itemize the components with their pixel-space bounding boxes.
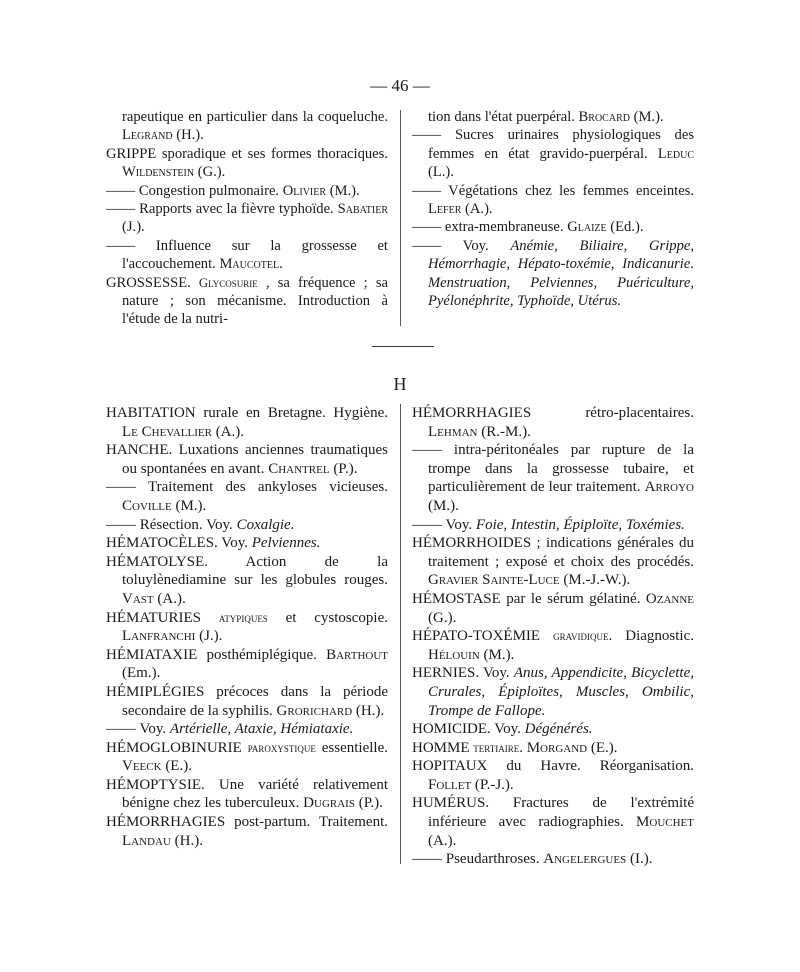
- entry-text: (M.-J.-W.).: [559, 572, 631, 589]
- entry-text: (J.).: [122, 219, 145, 236]
- author-name: Leduc: [657, 145, 694, 162]
- index-entry: [106, 274, 389, 329]
- author-name: Grorichard: [276, 702, 353, 719]
- entry-text: HABITATION rurale en Bretagne. Hygiène.: [106, 405, 388, 421]
- index-entry: [412, 237, 694, 311]
- index-entry: [106, 404, 388, 441]
- author-name: Follet: [428, 776, 472, 793]
- author-name: Olivier: [282, 182, 327, 199]
- entry-text: (A.).: [461, 201, 493, 218]
- author-name: Mouchet: [636, 814, 694, 831]
- entry-text: HÉMIATAXIE posthémiplégique.: [106, 646, 327, 663]
- entry-text: , sa fréquence ; sa nature ; son mécanisme. Introduction à l'étude de la nutri-: [122, 274, 389, 328]
- entry-text: —— extra-membraneuse.: [412, 219, 568, 236]
- index-entry: [412, 590, 694, 627]
- entry-text: tertiaire: [473, 739, 520, 755]
- index-entry: [412, 218, 694, 236]
- entry-text: (H.).: [170, 832, 203, 849]
- entry-text: HANCHE. Luxations anciennes traumatiques ou spontanées en avant.: [106, 442, 388, 477]
- index-entry: [412, 182, 694, 219]
- author-name: Lanfranchi: [122, 628, 196, 645]
- index-entry: [412, 739, 694, 758]
- entry-text: (R.-M.).: [477, 423, 531, 440]
- entry-text: —— Sucres urinaires physiologiques des femmes en état gravido-puerpéral.: [412, 127, 694, 162]
- index-entry: [106, 145, 388, 182]
- index-entry: [106, 478, 388, 515]
- entry-text: .: [519, 739, 527, 756]
- entry-text: (L.).: [428, 164, 454, 181]
- section-rule: [372, 346, 434, 347]
- index-entry: [106, 553, 388, 609]
- entry-text: (M.).: [171, 497, 207, 514]
- cross-reference: Dégénérés.: [524, 721, 593, 738]
- entry-text: HÉPATO-TOXÉMIE: [412, 628, 554, 645]
- entry-text: —— Voy.: [106, 721, 170, 738]
- entry-text: GROSSESSE.: [106, 274, 199, 291]
- top-left-column: [106, 108, 388, 329]
- entry-text: HÉMIPLÉGIES précoces dans la période secondaire de la syphilis.: [106, 683, 388, 719]
- entry-text: HÉMOPTYSIE. Une variété relativement bénigne chez les tuberculeux.: [106, 776, 388, 812]
- index-entry: [106, 182, 388, 200]
- entry-text: —— Influence sur la grossesse et l'accouchement.: [106, 237, 388, 273]
- entry-text: (I.).: [626, 851, 653, 868]
- index-entry: [106, 813, 388, 850]
- entry-text: —— Voy.: [412, 516, 476, 533]
- author-name: Hélouin: [428, 646, 480, 663]
- entry-text: HÉMATOLYSE. Action de la toluylènediamine sur les globules rouges.: [106, 553, 388, 589]
- author-name: Barthout: [326, 646, 388, 663]
- index-entry: [412, 627, 694, 664]
- author-name: Coville: [122, 497, 172, 514]
- index-entry: [106, 776, 388, 813]
- cross-reference: Pelviennes.: [251, 535, 321, 552]
- entry-text: —— Traitement des ankyloses vicieuses.: [106, 479, 388, 496]
- entry-text: (G.).: [428, 609, 457, 626]
- author-name: Glaize: [567, 219, 607, 236]
- entry-text: HÉMOSTASE par le sérum gélatiné.: [412, 590, 646, 607]
- index-entry: [106, 739, 388, 776]
- entry-text: (M.).: [326, 182, 360, 199]
- page-number: — 46 —: [370, 76, 430, 95]
- author-name: Lefer: [428, 201, 462, 218]
- entry-text: —— intra-péritonéales par rupture de la trompe dans la grossesse tubaire, et particulièrement de leur traitement.: [412, 442, 694, 496]
- index-entry: [122, 108, 388, 145]
- entry-text: (H.).: [352, 702, 385, 719]
- index-entry: [412, 441, 694, 515]
- bottom-left-column: [106, 404, 388, 850]
- index-entry: [412, 850, 694, 869]
- author-name: Chantrel: [268, 460, 330, 477]
- index-entry: [428, 108, 694, 126]
- entry-text: HÉMATOCÈLES. Voy.: [106, 535, 252, 552]
- entry-text: (E.).: [587, 739, 618, 756]
- entry-text: Glycosurie: [198, 275, 258, 290]
- entry-text: (A.).: [153, 590, 186, 607]
- entry-text: gravidique: [553, 628, 609, 644]
- entry-text: (Em.).: [122, 665, 161, 682]
- author-name: Brocard: [578, 109, 630, 125]
- entry-text: (A.).: [428, 832, 457, 849]
- author-name: Arroyo: [644, 479, 694, 496]
- entry-text: HOMME: [412, 739, 474, 756]
- entry-text: (A.).: [211, 423, 245, 440]
- column-divider-top: [400, 110, 401, 326]
- entry-text: (M.).: [428, 497, 459, 514]
- entry-text: (P.-J.).: [471, 776, 514, 793]
- author-name: Morgand: [526, 739, 588, 756]
- bottom-right-column: [412, 404, 694, 869]
- top-right-column: [412, 108, 694, 310]
- entry-text: (G.).: [194, 164, 226, 181]
- section-letter: H: [393, 374, 407, 394]
- entry-text: HOMICIDE. Voy.: [412, 721, 525, 738]
- entry-text: (P.).: [329, 460, 358, 477]
- entry-text: rapeutique en particulier dans la coqueluche.: [122, 109, 388, 125]
- entry-text: GRIPPE sporadique et ses formes thoraciques.: [106, 145, 388, 162]
- entry-text: HÉMATURIES: [106, 609, 219, 626]
- entry-text: —— Résection. Voy.: [106, 516, 237, 533]
- entry-text: HÉMOGLOBINURIE: [106, 739, 248, 756]
- entry-text: .: [279, 256, 283, 273]
- author-name: Landau: [122, 832, 171, 849]
- entry-text: tion dans l'état puerpéral.: [428, 109, 579, 125]
- entry-text: essentielle.: [315, 739, 388, 756]
- index-entry: [412, 794, 694, 850]
- entry-text: —— Voy.: [412, 237, 511, 254]
- entry-text: HOPITAUX du Havre. Réorganisation.: [412, 758, 694, 775]
- entry-text: . Diagnostic.: [608, 628, 694, 645]
- entry-text: (J.).: [195, 628, 223, 645]
- index-entry: [106, 646, 388, 683]
- author-name: Le Chevallier: [122, 423, 212, 440]
- entry-text: (M.).: [629, 109, 664, 125]
- index-entry: [412, 720, 694, 739]
- entry-text: (P.).: [354, 795, 383, 812]
- entry-text: —— Congestion pulmonaire.: [106, 182, 283, 199]
- cross-reference: Coxalgie.: [236, 516, 295, 533]
- author-name: Maucotel: [219, 256, 280, 273]
- entry-text: HÉMORRHAGIES post-partum. Traitement.: [106, 814, 388, 831]
- cross-reference: Anus, Appendicite, Bicyclette, Crurales, Épiploïtes, Muscles, Ombilic, Trompe de Fallope.: [428, 665, 694, 719]
- index-entry: [106, 720, 388, 739]
- entry-text: —— Végétations chez les femmes enceintes.: [412, 182, 694, 199]
- index-entry: [106, 237, 388, 274]
- index-entry: [106, 609, 388, 646]
- cross-reference: Artérielle, Ataxie, Hémiataxie.: [169, 721, 354, 738]
- author-name: Gravier Sainte-Luce: [428, 572, 560, 589]
- author-name: Legrand: [122, 127, 173, 144]
- entry-text: (H.).: [172, 127, 204, 144]
- cross-reference: Anémie, Biliaire, Grippe, Hémorrhagie, Hépato-toxémie, Indicanurie. Menstruation, Pelviennes, Puériculture, Pyélonéphrite, Typhoïde, Utérus.: [428, 237, 694, 310]
- author-name: Dugrais: [303, 795, 355, 812]
- author-name: Vast: [122, 590, 154, 607]
- cross-reference: Foie, Intestin, Épiploïte, Toxémies.: [475, 516, 685, 533]
- index-entry: [106, 534, 388, 553]
- entry-text: (Ed.).: [606, 219, 644, 236]
- entry-text: HÉMORRHAGIES rétro-placentaires.: [412, 405, 694, 421]
- author-name: Wildenstein: [122, 164, 195, 181]
- entry-text: (M.).: [479, 646, 515, 663]
- entry-text: —— Rapports avec la fièvre typhoïde.: [106, 201, 338, 218]
- author-name: Sabatier: [337, 201, 388, 218]
- entry-text: et cystoscopie.: [267, 609, 388, 626]
- author-name: Ozanne: [645, 590, 694, 607]
- index-entry: [412, 534, 694, 590]
- author-name: Lehman: [428, 423, 478, 440]
- index-entry: [412, 126, 694, 181]
- index-entry: [106, 516, 388, 535]
- index-entry: [106, 200, 388, 237]
- index-entry: [412, 664, 694, 720]
- entry-text: (E.).: [161, 758, 192, 775]
- author-name: Veeck: [122, 758, 162, 775]
- index-entry: [412, 516, 694, 535]
- entry-text: HÉMORRHOIDES ; indications générales du traitement ; exposé et choix des procédés.: [412, 535, 694, 570]
- index-entry: [106, 441, 388, 478]
- entry-text: HERNIES. Voy.: [412, 665, 514, 682]
- entry-text: —— Pseudarthroses.: [412, 851, 544, 868]
- entry-text: paroxystique: [247, 739, 316, 755]
- author-name: Angelergues: [543, 851, 627, 868]
- index-entry: [106, 683, 388, 720]
- column-divider-bottom: [400, 404, 401, 864]
- entry-text: HUMÉRUS. Fractures de l'extrémité inférieure avec radiographies.: [412, 795, 694, 831]
- entry-text: atypiques: [218, 609, 268, 625]
- index-entry: [412, 757, 694, 794]
- index-entry: [412, 404, 694, 441]
